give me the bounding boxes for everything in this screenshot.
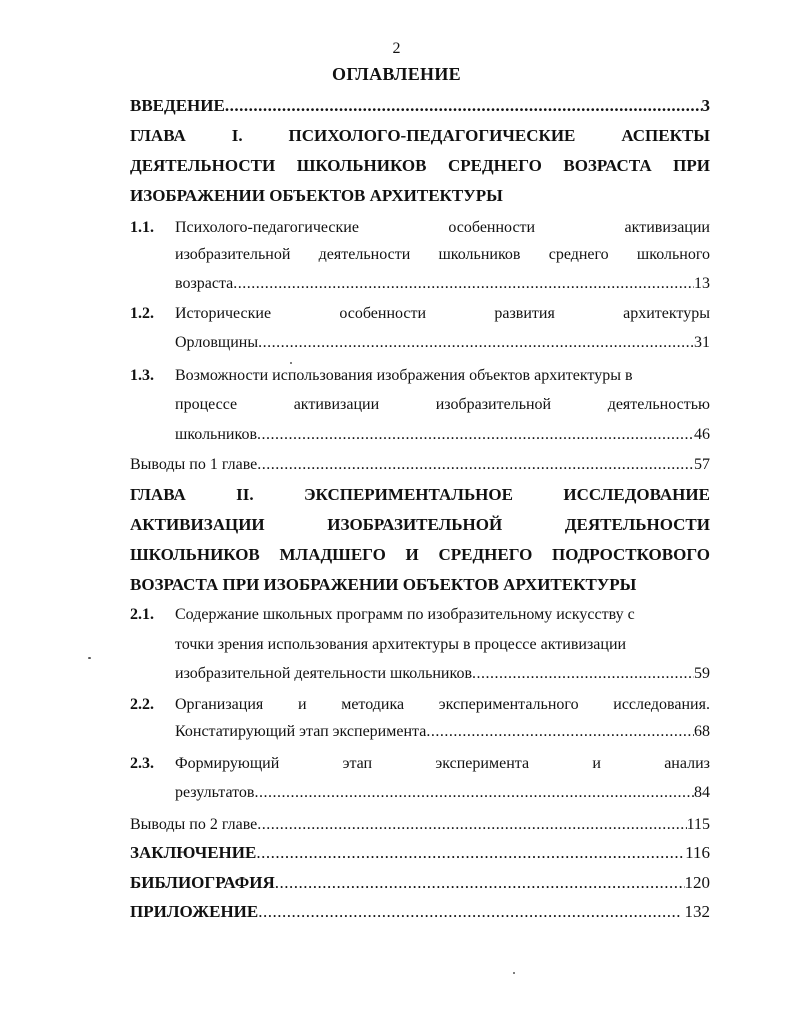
- page-ref: 84: [694, 784, 710, 801]
- page-title: ОГЛАВЛЕНИЕ: [332, 64, 461, 84]
- page-ref: 13: [694, 275, 710, 292]
- leader-dots: [256, 843, 685, 863]
- page-ref: 59: [694, 665, 710, 682]
- leader-dots: [257, 425, 694, 445]
- section-1-3-line-1[interactable]: Возможности использования изображения объектов архитектуры в: [175, 367, 633, 384]
- section-1-2-line-1[interactable]: Исторические особенности развития архитектуры: [175, 305, 710, 322]
- scan-speck: [513, 972, 515, 974]
- toc-entry-conclusions-chapter-1[interactable]: Выводы по 1 главе ..... 57: [130, 455, 710, 475]
- page-ref: 116: [685, 843, 710, 862]
- chapter-2-heading-line-1[interactable]: ГЛАВА II. ЭКСПЕРИМЕНТАЛЬНОЕ ИССЛЕДОВАНИЕ: [130, 485, 710, 504]
- chapter-1-heading-line-1[interactable]: ГЛАВА I. ПСИХОЛОГО-ПЕДАГОГИЧЕСКИЕ АСПЕКТЫ: [130, 126, 710, 145]
- page-ref: 46: [694, 426, 710, 443]
- section-number: 2.2.: [130, 696, 154, 713]
- chapter-2-heading-line-4[interactable]: ВОЗРАСТА ПРИ ИЗОБРАЖЕНИИ ОБЪЕКТОВ АРХИТЕКТУРЫ: [130, 575, 637, 594]
- leader-dots: [257, 815, 686, 835]
- chapter-2-heading-line-2[interactable]: АКТИВИЗАЦИИ ИЗОБРАЗИТЕЛЬНОЙ ДЕЯТЕЛЬНОСТИ: [130, 515, 710, 534]
- chapter-1-heading-line-2[interactable]: ДЕЯТЕЛЬНОСТИ ШКОЛЬНИКОВ СРЕДНЕГО ВОЗРАСТА ПРИ: [130, 156, 710, 175]
- leader-dots: [225, 96, 702, 116]
- section-2-3-line-1[interactable]: Формирующий этап эксперимента и анализ: [175, 755, 710, 772]
- section-2-1-line-3[interactable]: изобразительной деятельности школьников ..... 59: [175, 664, 710, 684]
- leader-dots: [258, 902, 680, 922]
- section-1-2-line-2[interactable]: Орловщины ..... 31: [175, 333, 710, 353]
- toc-entry-introduction[interactable]: ВВЕДЕНИЕ ..... 3: [130, 96, 710, 116]
- toc-entry-appendix[interactable]: ПРИЛОЖЕНИЕ ..... 132: [130, 902, 710, 922]
- section-2-1-line-2[interactable]: точки зрения использования архитектуры в процессе активизации: [175, 636, 627, 653]
- section-2-1-line-1[interactable]: Содержание школьных программ по изобразительному искусству с: [175, 606, 635, 623]
- section-1-1-line-1[interactable]: Психолого-педагогические особенности активизации: [175, 219, 710, 236]
- page-ref: 115: [686, 816, 710, 833]
- leader-dots: [472, 664, 694, 684]
- leader-dots: [254, 783, 694, 803]
- scan-speck: [290, 362, 292, 364]
- scan-speck: [88, 657, 91, 659]
- section-1-3-line-3[interactable]: школьников ..... 46: [175, 425, 710, 445]
- page-ref: 120: [684, 873, 710, 892]
- section-number: 1.2.: [130, 305, 154, 322]
- leader-dots: [258, 333, 694, 353]
- section-2-2-line-2[interactable]: Констатирующий этап эксперимента ..... 68: [175, 722, 710, 742]
- leader-dots: [426, 722, 694, 742]
- page-ref: 132: [680, 902, 710, 921]
- leader-dots: [275, 873, 685, 893]
- page-ref: 31: [694, 334, 710, 351]
- page-ref: 57: [694, 456, 710, 473]
- leader-dots: [233, 274, 694, 294]
- toc-entry-conclusion[interactable]: ЗАКЛЮЧЕНИЕ ..... 116: [130, 843, 710, 863]
- page-ref: 3: [701, 96, 710, 115]
- section-number: 1.1.: [130, 219, 154, 236]
- page-number: 2: [392, 40, 401, 57]
- page-ref: 68: [694, 723, 710, 740]
- chapter-2-heading-line-3[interactable]: ШКОЛЬНИКОВ МЛАДШЕГО И СРЕДНЕГО ПОДРОСТКОВОГО: [130, 545, 710, 564]
- section-2-3-line-2[interactable]: результатов ..... 84: [175, 783, 710, 803]
- section-number: 2.3.: [130, 755, 154, 772]
- toc-entry-bibliography[interactable]: БИБЛИОГРАФИЯ ..... 120: [130, 873, 710, 893]
- section-1-3-line-2[interactable]: процессе активизации изобразительной деятельностью: [175, 396, 710, 413]
- section-2-2-line-1[interactable]: Организация и методика экспериментального исследования.: [175, 696, 710, 713]
- section-number: 1.3.: [130, 367, 154, 384]
- section-number: 2.1.: [130, 606, 154, 623]
- section-1-1-line-2[interactable]: изобразительной деятельности школьников среднего школьного: [175, 246, 710, 263]
- chapter-1-heading-line-3[interactable]: ИЗОБРАЖЕНИИ ОБЪЕКТОВ АРХИТЕКТУРЫ: [130, 186, 503, 205]
- leader-dots: [257, 455, 694, 475]
- toc-entry-conclusions-chapter-2[interactable]: Выводы по 2 главе ..... 115: [130, 815, 710, 835]
- section-1-1-line-3[interactable]: возраста ..... 13: [175, 274, 710, 294]
